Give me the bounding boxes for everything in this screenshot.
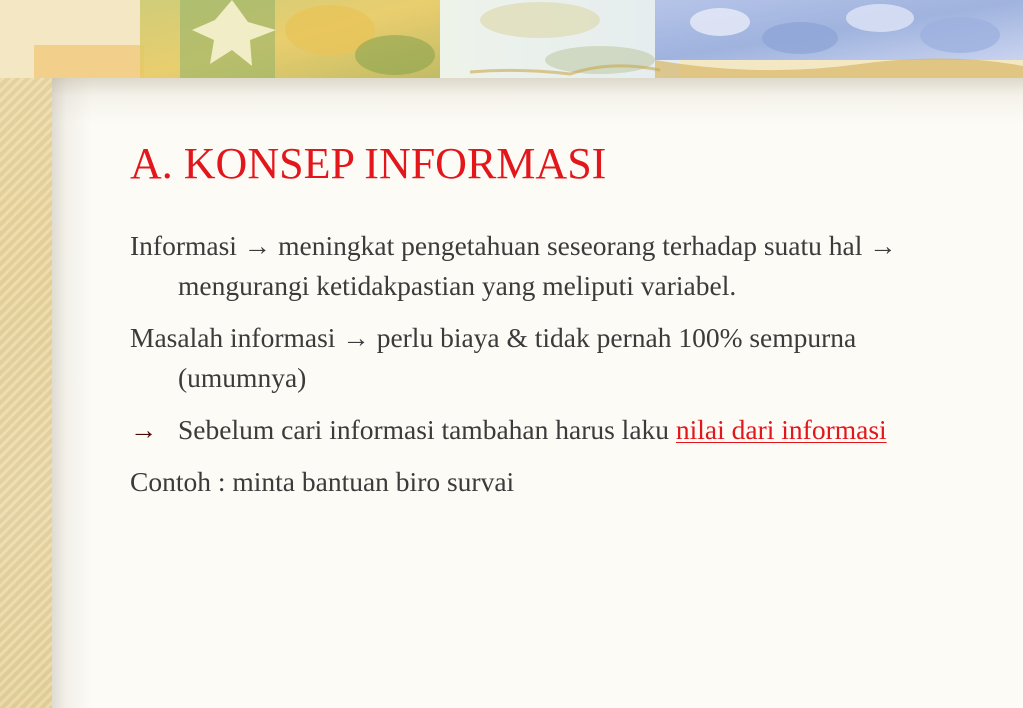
bullet-text: meningkat pengetahuan seseorang terhadap suatu hal (271, 230, 870, 261)
right-arrow-icon: → (243, 230, 272, 261)
decorative-floral-banner (0, 0, 1023, 78)
bullet-text: Sebelum cari informasi tambahan harus laku (178, 414, 676, 445)
right-arrow-icon: → (130, 414, 158, 445)
bullet-text: Contoh : minta bantuan biro survai (130, 466, 515, 497)
slide-content (130, 226, 990, 514)
bullet-text: Informasi (130, 230, 244, 261)
bullet-text: perlu biaya & tidak pernah 100% sempurna (umumnya) (178, 322, 857, 393)
bullet-masalah-informasi (130, 318, 990, 398)
bullet-informasi (130, 226, 990, 306)
right-arrow-icon: → (869, 230, 897, 261)
slide-title: A. KONSEP INFORMASI (130, 139, 607, 188)
right-arrow-icon: → (342, 322, 370, 353)
bullet-text: mengurangi ketidakpastian yang meliputi variabel. (178, 270, 737, 301)
floral-banner-icon (0, 0, 1023, 78)
parchment-side-strip (0, 0, 52, 708)
bullet-contoh (130, 462, 990, 502)
nilai-informasi-link[interactable]: nilai dari informasi (675, 414, 887, 445)
bullet-text: Masalah informasi (130, 322, 343, 353)
bullet-sebelum-cari (130, 410, 990, 450)
